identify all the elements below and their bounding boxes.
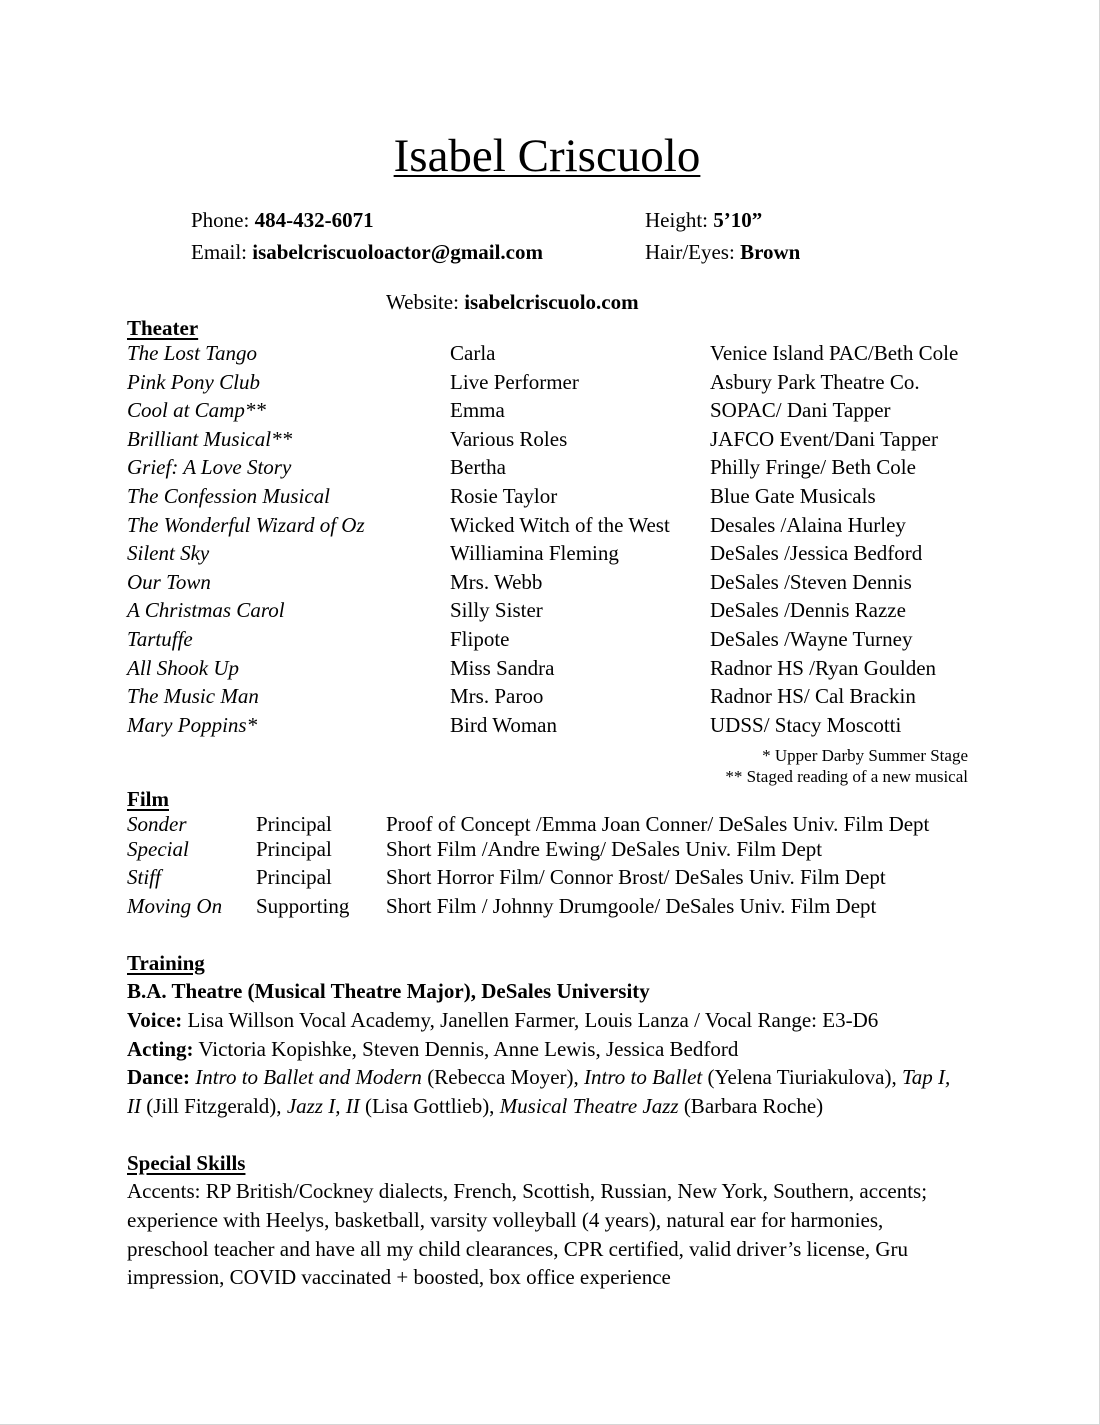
theater-venue: Blue Gate Musicals: [710, 484, 876, 508]
theater-role: Mrs. Paroo: [450, 684, 544, 709]
training-acting: [127, 1035, 967, 1064]
theater-role: Wicked Witch of the West: [450, 512, 670, 537]
theater-show: The Wonderful Wizard of Oz: [127, 512, 365, 537]
table-row: [0, 396, 1100, 424]
dance-course: Intro to Ballet: [584, 1065, 703, 1090]
theater-role: Mrs. Webb: [450, 569, 543, 594]
theater-venue: UDSS/ Stacy Moscotti: [710, 712, 902, 737]
dance-teacher: (Yelena Tiuriakulova),: [707, 1065, 897, 1090]
dance-teacher: (Lisa Gottlieb),: [364, 1094, 495, 1119]
theater-venue: DeSales /Wayne Turney: [710, 627, 913, 651]
theater-role: Bertha: [450, 455, 506, 480]
film-detail: Short Film / Johnny Drumgoole/ DeSales Univ. Film Dept: [386, 894, 877, 918]
theater-venue: Philly Fringe/ Beth Cole: [710, 455, 916, 480]
acting-label: Acting:: [127, 1036, 194, 1061]
theater-venue: Radnor HS /Ryan Goulden: [710, 655, 937, 680]
height-line: [645, 207, 762, 233]
theater-role: Williamina Fleming: [450, 541, 619, 566]
film-title: Special: [127, 837, 189, 861]
theater-venue: Desales /Alaina Hurley: [710, 512, 906, 537]
theater-show: The Confession Musical: [127, 484, 330, 508]
theater-show: The Lost Tango: [127, 341, 257, 365]
table-row: [0, 625, 1100, 653]
table-row: [0, 835, 1100, 863]
voice-value: Lisa Willson Vocal Academy, Janellen Farmer, Louis Lanza / Vocal Range: E3-D6: [187, 1007, 879, 1032]
dance-teacher: (Rebecca Moyer),: [427, 1065, 579, 1090]
theater-role: Flipote: [450, 627, 510, 651]
table-row: [0, 482, 1100, 510]
theater-show: Mary Poppins*: [127, 712, 258, 737]
theater-heading: Theater: [127, 316, 199, 340]
dance-teacher: (Barbara Roche): [683, 1094, 824, 1119]
website-label: Website:: [386, 290, 459, 314]
film-role: Principal: [256, 812, 332, 836]
table-row: [0, 711, 1100, 739]
height-value: 5’10”: [713, 208, 763, 232]
table-row: [0, 654, 1100, 682]
film-title: Sonder: [127, 812, 187, 836]
training-heading: Training: [127, 951, 205, 975]
theater-note-2: ** Staged reading of a new musical: [725, 767, 968, 786]
table-row: [0, 453, 1100, 481]
theater-role: Miss Sandra: [450, 655, 555, 680]
theater-role: Rosie Taylor: [450, 484, 558, 508]
dance-teacher: (Jill Fitzgerald),: [146, 1094, 282, 1119]
theater-show: Silent Sky: [127, 541, 210, 566]
theater-venue: Venice Island PAC/Beth Cole: [710, 341, 959, 365]
table-row: [0, 810, 1100, 838]
table-row: [0, 511, 1100, 539]
phone-line: [191, 207, 374, 233]
email-label: Email:: [191, 240, 247, 264]
phone-value: 484-432-6071: [254, 208, 374, 232]
theater-show: Tartuffe: [127, 627, 193, 651]
theater-show: Grief: A Love Story: [127, 455, 292, 480]
dance-course: Jazz I, II: [286, 1094, 360, 1119]
film-title: Stiff: [127, 865, 161, 889]
dance-label: Dance:: [127, 1065, 190, 1090]
film-title: Moving On: [127, 894, 223, 918]
phone-label: Phone:: [191, 208, 250, 232]
table-row: [0, 596, 1100, 624]
theater-show: Pink Pony Club: [127, 369, 260, 394]
theater-show: Cool at Camp**: [127, 398, 266, 423]
theater-role: Carla: [450, 341, 496, 365]
table-row: [0, 892, 1100, 920]
skills-heading: Special Skills: [127, 1151, 246, 1175]
theater-venue: DeSales /Dennis Razze: [710, 598, 906, 623]
theater-show: A Christmas Carol: [127, 598, 285, 623]
theater-venue: SOPAC/ Dani Tapper: [710, 398, 891, 423]
dance-course: Musical Theatre Jazz: [499, 1094, 679, 1119]
theater-role: Bird Woman: [450, 712, 557, 737]
voice-label: Voice:: [127, 1007, 183, 1032]
table-row: [0, 339, 1100, 367]
film-detail: Short Horror Film/ Connor Brost/ DeSales Univ. Film Dept: [386, 865, 886, 889]
film-role: Principal: [256, 865, 332, 889]
theater-role: Silly Sister: [450, 598, 543, 623]
film-role: Principal: [256, 837, 332, 861]
email-value: isabelcriscuoloactor@gmail.com: [252, 240, 543, 264]
film-detail: Short Film /Andre Ewing/ DeSales Univ. Film Dept: [386, 837, 823, 861]
film-detail: Proof of Concept /Emma Joan Conner/ DeSales Univ. Film Dept: [386, 812, 930, 836]
training-degree: B.A. Theatre (Musical Theatre Major), DeSales University: [127, 979, 650, 1003]
acting-value: Victoria Kopishke, Steven Dennis, Anne Lewis, Jessica Bedford: [198, 1036, 739, 1061]
height-label: Height:: [645, 208, 708, 232]
theater-venue: Radnor HS/ Cal Brackin: [710, 684, 916, 709]
dance-course: Tap I, II: [127, 1065, 951, 1119]
training-dance: [127, 1063, 967, 1121]
theater-role: Various Roles: [450, 426, 568, 451]
theater-venue: DeSales /Jessica Bedford: [710, 541, 923, 566]
dance-list: [127, 1065, 950, 1118]
theater-show: The Music Man: [127, 684, 259, 709]
theater-show: Brilliant Musical**: [127, 426, 293, 451]
website-line: [386, 289, 639, 315]
theater-role: Live Performer: [450, 369, 579, 394]
page-title: Isabel Criscuolo: [393, 130, 701, 182]
table-row: [0, 568, 1100, 596]
theater-show: All Shook Up: [127, 655, 239, 680]
haireyes-label: Hair/Eyes:: [645, 240, 735, 264]
theater-show: Our Town: [127, 569, 211, 594]
theater-venue: DeSales /Steven Dennis: [710, 569, 912, 594]
theater-venue: Asbury Park Theatre Co.: [710, 369, 920, 394]
website-value: isabelcriscuolo.com: [464, 290, 639, 314]
skills-text: Accents: RP British/Cockney dialects, French, Scottish, Russian, New York, Southern, accents; experience with Heelys, basketball, varsity volleyball (4 years), natural ear for harmonies, preschool teacher and have all my child clearances, CPR certified, valid driver’s license, Gru impression, COVID vaccinated + boosted, box office experience: [127, 1179, 928, 1290]
table-row: [0, 368, 1100, 396]
theater-role: Emma: [450, 398, 505, 423]
theater-venue: JAFCO Event/Dani Tapper: [710, 426, 938, 451]
film-heading: Film: [127, 787, 169, 811]
table-row: [0, 682, 1100, 710]
film-role: Supporting: [256, 894, 350, 918]
haireyes-value: Brown: [740, 240, 801, 264]
table-row: [0, 425, 1100, 453]
dance-course: Intro to Ballet and Modern: [195, 1065, 422, 1090]
haireyes-line: [645, 239, 800, 265]
theater-note-1: * Upper Darby Summer Stage: [762, 746, 968, 765]
table-row: [0, 863, 1100, 891]
training-block: [127, 977, 967, 1121]
email-line: [191, 239, 543, 265]
training-voice: [127, 1006, 967, 1035]
table-row: [0, 539, 1100, 567]
